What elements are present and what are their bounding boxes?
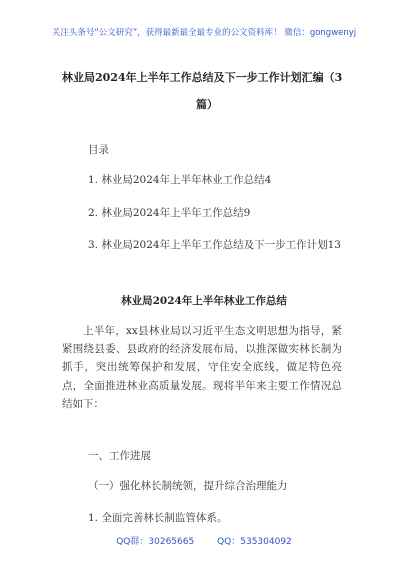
item-supervision-system: 1. 全面完善林长制监管体系。 <box>88 512 228 524</box>
toc-item: 2. 林业局2024年上半年工作总结9 <box>88 207 251 219</box>
toc-item: 1. 林业局2024年上半年林业工作总结4 <box>88 174 272 186</box>
section-title: 林业局2024年上半年林业工作总结 <box>121 295 287 307</box>
qq-group-text: QQ群：30265665 <box>116 537 195 547</box>
document-title-line2: 篇） <box>196 98 218 111</box>
document-title-line1: 林业局2024年上半年工作总结及下一步工作计划汇编（3 <box>62 71 343 84</box>
qq-number-text: QQ：535304092 <box>217 537 292 547</box>
heading-work-progress: 一、工作进展 <box>88 450 151 462</box>
header-promo-note: 关注头条号“公文研究”，获得最新最全最专业的公文资料库！ 微信：gongwenyj <box>51 28 357 38</box>
footer-contact <box>0 534 408 547</box>
intro-paragraph: 上半年，xx县林业局以习近平生态文明思想为指导，紧紧围绕县委、县政府的经济发展布局，以推深做实林长制为抓手，突出统筹保护和发展，守住安全底线，做足特色亮点，全面推进林业高质量发展。现将半年来主要工作情况总结如下： <box>62 325 342 410</box>
sub-heading-forest-chief: （一）强化林长制统领，提升综合治理能力 <box>88 480 288 492</box>
toc-heading: 目录 <box>88 144 109 156</box>
toc-item: 3. 林业局2024年上半年工作总结及下一步工作计划13 <box>88 239 341 251</box>
document-title <box>62 64 352 118</box>
